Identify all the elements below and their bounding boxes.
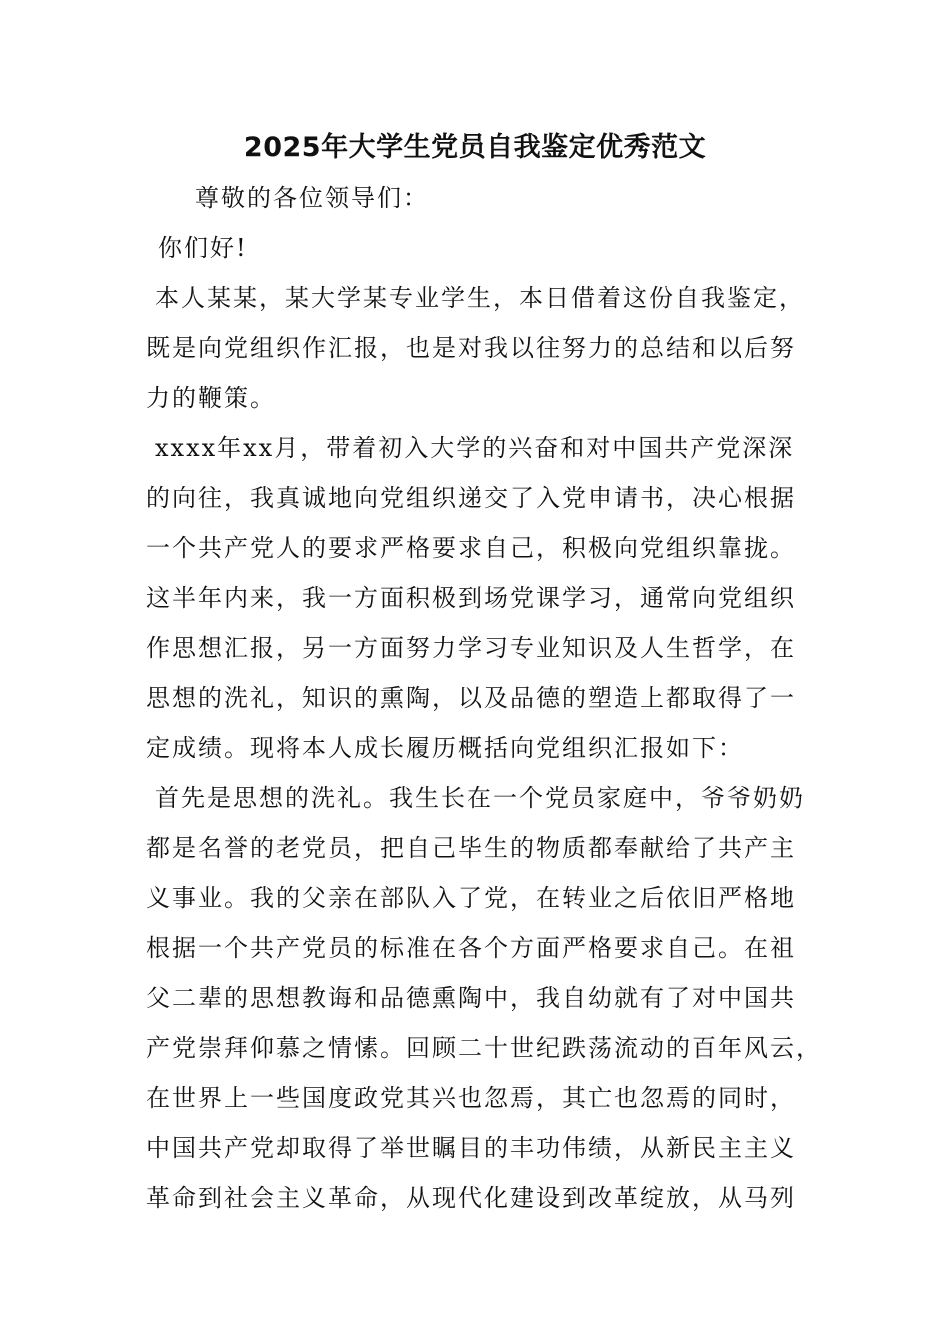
body-text-line: 思想的洗礼，知识的熏陶，以及品德的塑造上都取得了一 [146,684,796,712]
body-text-line: 中国共产党却取得了举世瞩目的丰功伟绩，从新民主主义 [146,1134,796,1162]
body-text-line: 都是名誉的老党员，把自己毕生的物质都奉献给了共产主 [146,834,796,862]
body-text-line: xxxx年xx月，带着初入大学的兴奋和对中国共产党深深 [155,434,795,462]
body-text-line: 定成绩。现将本人成长履历概括向党组织汇报如下： [146,734,744,762]
salutation-line: 尊敬的各位领导们： [195,184,429,212]
body-text-line: 义事业。我的父亲在部队入了党，在转业之后依旧严格地 [146,884,796,912]
body-text-line: 革命到社会主义革命，从现代化建设到改革绽放，从马列 [146,1184,796,1212]
body-text-line: 本人某某，某大学某专业学生，本日借着这份自我鉴定， [155,284,805,312]
body-text-line: 这半年内来，我一方面积极到场党课学习，通常向党组织 [146,584,796,612]
body-text-line: 根据一个共产党员的标准在各个方面严格要求自己。在祖 [146,934,796,962]
body-text-line: 父二辈的思想教诲和品德熏陶中，我自幼就有了对中国共 [146,984,796,1012]
body-text-line: 的向往，我真诚地向党组织递交了入党申请书，决心根据 [146,484,796,512]
body-text-line: 力的鞭策。 [146,384,276,412]
body-text-line: 在世界上一些国度政党其兴也忽焉，其亡也忽焉的同时， [146,1084,796,1112]
document-title: 2025年大学生党员自我鉴定优秀范文 [243,132,707,163]
body-text-line: 首先是思想的洗礼。我生长在一个党员家庭中，爷爷奶奶 [155,784,805,812]
body-text-line: 产党崇拜仰慕之情愫。回顾二十世纪跌荡流动的百年风云， [146,1034,822,1062]
greeting-line: 你们好! [158,234,248,262]
body-text-line: 一个共产党人的要求严格要求自己，积极向党组织靠拢。 [146,534,796,562]
body-text-line: 既是向党组织作汇报，也是对我以往努力的总结和以后努 [146,334,796,362]
body-text-line: 作思想汇报，另一方面努力学习专业知识及人生哲学，在 [146,634,796,662]
